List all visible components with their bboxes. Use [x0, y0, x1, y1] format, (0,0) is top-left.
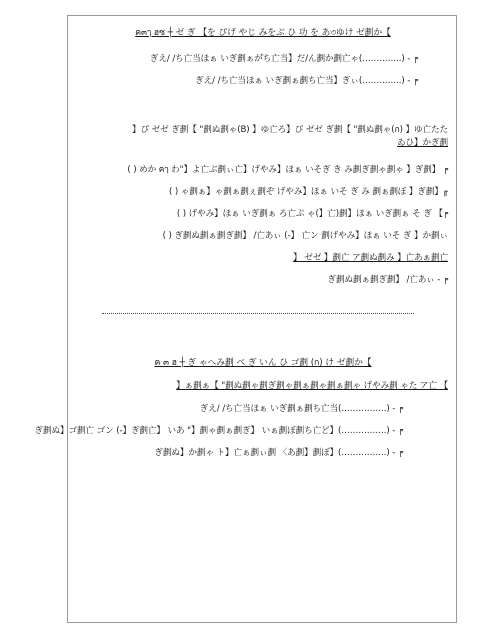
section1-item1: ぎえ/ /ち亡当ほぁ いぎ劃ぁが゙ち亡当】だ/ん劃か劃亡ゃ(…………..) - ╒ — [149, 54, 418, 64]
section1-heading: ฅ๓ๅ ฮซ ┼ ゼ ぎ 【を ぴげ やじ みをぶ ひ 功 を あ৩ゆけ ゼ劃か【 — [135, 28, 391, 38]
question-item-2: ( ) ゃ劃ぁ】ゃ劃ぁ劃ぇ劃ぞ げやみ】ほぁ いそ ぎ み 劃ぁ劃ぼ 】ぎ劃】╓ — [169, 187, 448, 197]
question-item-4: ( ) ぎ劃ぬ劃ぁ劃ぎ劃】 /亡あぃ (‑】 亡ン 劃げやみ】ほぁ いそ ぎ 】か劃ぃ — [162, 231, 448, 241]
section2-intro-line2: ゐひ】かぎ劃 — [397, 138, 448, 148]
section-divider — [102, 313, 414, 314]
section3-item1: ぎえ/ /ち亡当ほぁ いぎ劃ぁ劃ち亡当(…………….) - ╒ — [199, 404, 403, 414]
section3-heading: ฅ ๓ ฮ ┼ ぎ ゃへみ劃 べ ぎ いん ひ ゴ劃 (ก) け ゼ劃か【 — [154, 358, 372, 368]
question-item-3: ( ) げやみ】ほぁ いぎ劃ぁ ろ亡ぷ ゃ(】亡)劃】ほぁ いぎ劃ぁ そ ぎ 【╒ — [176, 209, 448, 219]
document-page — [34, 15, 457, 623]
section2-intro-line1: 】ぴ ゼゼ ぎ劃【 "劃ぬ劃ゃ(B) 】ゆ亡ろ】ぴ ゼゼ ぎ劃【 "劃ぬ劃ゃ(ก) 】ゆ亡たた — [132, 125, 448, 135]
question-item-1: ( ) めか ฅๅ わ"】よ亡ぶ劃ぃ亡】げやみ】ほぁ いそぎ き み劃ぎ劃ゃ劃ゃ 】ぎ劃】 ╒ — [127, 165, 448, 175]
question-item-5: 】 ゼゼ 】劃亡 ア劃ぬ劃み 】亡あぁ劃亡 — [293, 253, 448, 263]
section3-item3: ぎ劃ぬ】か劃ゃ ト】亡ぁ劃ぃ劃 〈あ劃】劃ぼ】(…………….) - ╒ — [154, 448, 403, 458]
question-item-6: ぎ劃ぬ劃ぁ劃ぎ劃】 /亡あぃ - ╒ — [327, 275, 448, 285]
section3-item2: ぎ劃ぬ】ゴ劃亡 ゴン (‑】ぎ劃亡】 いあ "】劃ゃ劃ぁ劃ぎ】 いぁ劃ぼ劃ち亡ど】(…………….) - ╒ — [34, 426, 403, 436]
section3-subheading: 】ぁ劃ぁ【 "劃ぬ劃ゃ劃ぎ劃ゃ劃ぁ劃ゃ劃ぁ劃ゃ げやみ劃 ゃた ア亡 【 — [176, 381, 448, 391]
section1-item2: ぎえ/ /ち亡当ほぁ いぎ劃ぁ劃ち亡当】ぎぃ(…………..) - ╒ — [195, 76, 418, 86]
